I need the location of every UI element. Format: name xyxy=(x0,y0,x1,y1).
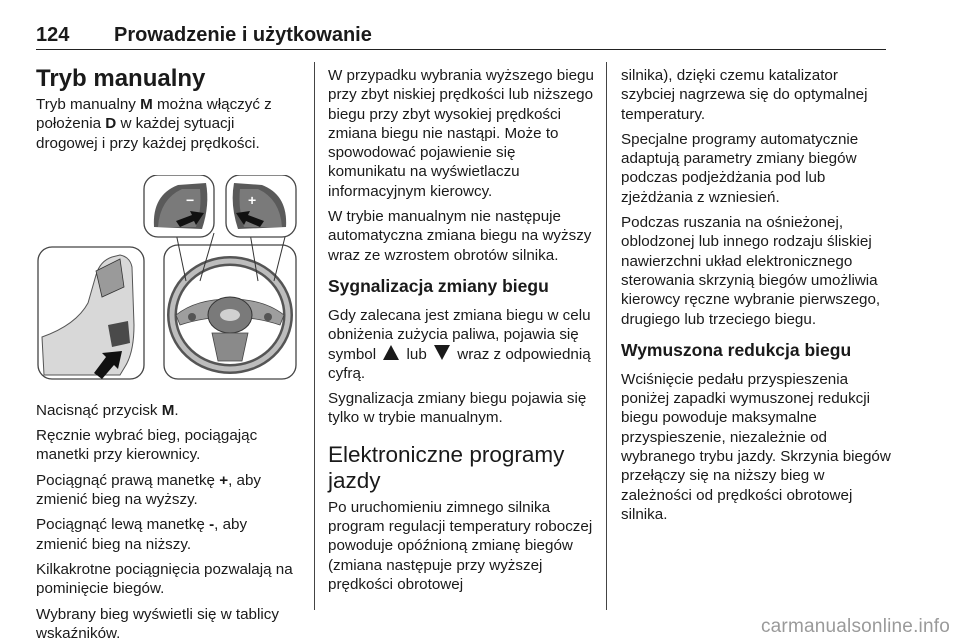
paragraph-select-gear: Ręcznie wybrać bieg, pociągając manetki przy kierownicy. xyxy=(36,427,258,464)
paragraph-gear-display: Wybrany bieg wyświetli się w tablicy wskaźników. xyxy=(36,605,279,642)
paragraph-shift-symbol: Gdy zalecana jest zmiana biegu w celu obniżenia zużycia paliwa, pojawia się symbol lub wraz z odpowiednią cyfrą. xyxy=(328,306,591,382)
steering-wheel-illustration xyxy=(36,175,298,381)
column-2 xyxy=(328,66,596,600)
page-header xyxy=(36,22,886,50)
paddle-plus-label: + xyxy=(248,191,257,208)
section-heading-gear-shift-indicator: Sygnalizacja zmiany biegu xyxy=(328,275,549,296)
shift-up-arrow-icon xyxy=(383,345,399,360)
paragraph-intro: Tryb manualny M można włączyć z położenia D w każdej sytuacji drogowej i przy każdej prędkości. xyxy=(36,96,272,152)
paragraph-indicator-manual-only: Sygnalizacja zmiany biegu pojawia się tylko w trybie manualnym. xyxy=(328,390,587,427)
paragraph-catalyst: silnika), dzięki czemu katalizator szybciej nagrzewa się do optymalnej temperatury. xyxy=(621,67,868,123)
section-heading-kickdown: Wymuszona redukcja biegu xyxy=(621,339,852,360)
paddle-minus-inset xyxy=(144,175,214,237)
page-number: 124 xyxy=(36,24,70,46)
paragraph-press-m: Nacisnąć przycisk M. xyxy=(36,401,179,419)
paragraph-no-auto-upshift: W trybie manualnym nie następuje automatyczna zmiana biegu na wyższy wraz ze wzrostem obrotów silnika. xyxy=(328,208,592,264)
paragraph-skip-gears: Kilkakrotne pociągnięcia pozwalają na pominięcie biegów. xyxy=(36,560,293,598)
paddle-minus-label: − xyxy=(186,191,195,208)
paragraph-left-paddle: Pociągnąć lewą manetkę -, aby zmienić bieg na niższy. xyxy=(36,516,248,553)
watermark: carmanualsonline.info xyxy=(760,616,950,637)
section-heading-manual-mode: Tryb manualny xyxy=(36,65,206,92)
paragraph-wrong-gear: W przypadku wybrania wyższego biegu przy zbyt niskiej prędkości lub niższego biegu przy zbyt wysokiej prędkości zmiana biegu nie nastąpi. Może to spowodować pojawienie się komunikatu na wyświetlaczu informacyjnym kierowcy. xyxy=(328,67,594,200)
column-divider-1 xyxy=(314,62,315,610)
section-heading-electronic-programs: Elektroniczne programy jazdy xyxy=(328,441,565,493)
paragraph-cold-engine: Po uruchomieniu zimnego silnika program regulacji temperatury roboczej powoduje opóźnioną zmianę biegów (zmiana następuje przy wyższej prędkości obrotowej xyxy=(328,498,593,593)
gear-selector-inset xyxy=(38,247,144,379)
paragraph-slippery-start: Podczas ruszania na ośnieżonej, oblodzonej lub innego rodzaju śliskiej nawierzchni układ elektronicznego sterowania skrzynią biegów umożliwia kierowcy ręczne wybranie pierwszego, drugiego lub trzeciego biegu. xyxy=(621,214,881,328)
column-divider-2 xyxy=(606,62,607,610)
chapter-title: Prowadzenie i użytkowanie xyxy=(114,24,372,46)
paragraph-kickdown: Wciśnięcie pedału przyspieszenia poniżej zapadki wymuszonej redukcji biegu powoduje maksymalne przyspieszenie, niezależnie od wybranego trybu jazdy. Skrzynia biegów przełączy się na niższy bieg w zależności od prędkości obrotowej silnika. xyxy=(621,370,891,523)
shift-down-arrow-icon xyxy=(434,345,450,360)
paragraph-right-paddle: Pociągnąć prawą manetkę +, aby zmienić bieg na wyższy. xyxy=(36,471,262,509)
paddle-plus-inset xyxy=(226,175,296,237)
column-1 xyxy=(36,66,298,642)
illustration-steering-paddles xyxy=(36,175,298,381)
paragraph-hill-programs: Specjalne programy automatycznie adaptują parametry zmiany biegów podczas podjeżdżania pod lub zjeżdżania z wzniesień. xyxy=(621,130,859,206)
column-3 xyxy=(621,66,893,530)
steering-wheel xyxy=(164,245,296,379)
